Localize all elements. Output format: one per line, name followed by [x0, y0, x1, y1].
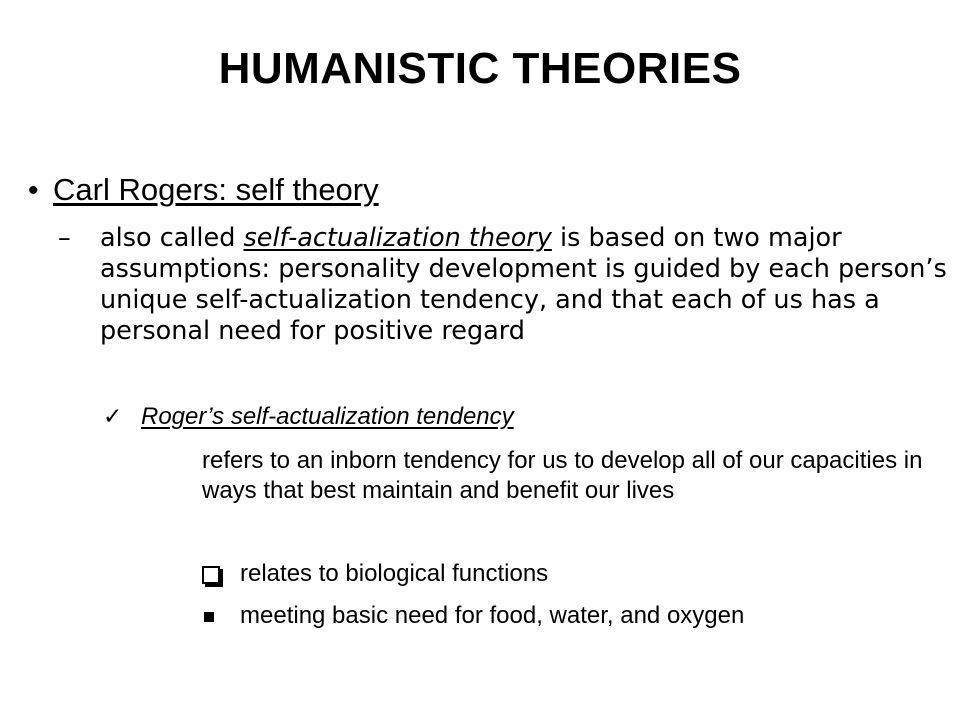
dash-text-before: also called [100, 223, 244, 253]
main-bullet-text: Carl Rogers: self theory [53, 172, 379, 207]
dash-icon: – [58, 223, 71, 253]
dash-item-text [100, 223, 950, 347]
bullet-dot-icon: • [28, 174, 39, 207]
dash-item [58, 223, 958, 347]
checkmark-icon: ✓ [103, 404, 123, 430]
main-bullet [28, 172, 379, 208]
hollow-square-icon [202, 566, 220, 584]
sub-item-biological [202, 560, 548, 588]
dash-emphasis: self-actualization theory [243, 223, 552, 253]
check-item-text: Roger’s self-actualization tendency [141, 403, 514, 430]
sub-item-text: relates to biological functions [240, 560, 549, 587]
dash-text-after: is based on two major assumptions: personality development is guided by each person’s unique self-actualization tendency, and that each of us has a personal need for positive regard [100, 223, 947, 346]
check-item [103, 403, 514, 431]
filled-square-icon-wrap [202, 610, 240, 622]
sub-item-text: meeting basic need for food, water, and oxygen [240, 602, 745, 629]
slide-title: HUMANISTIC THEORIES [218, 44, 742, 93]
sub-item-basic-needs [202, 602, 744, 630]
tendency-description: refers to an inborn tendency for us to develop all of our capacities in ways that best maintain and benefit our lives [202, 447, 923, 504]
filled-square-icon [204, 612, 214, 622]
hollow-square-icon-wrap [202, 564, 240, 584]
